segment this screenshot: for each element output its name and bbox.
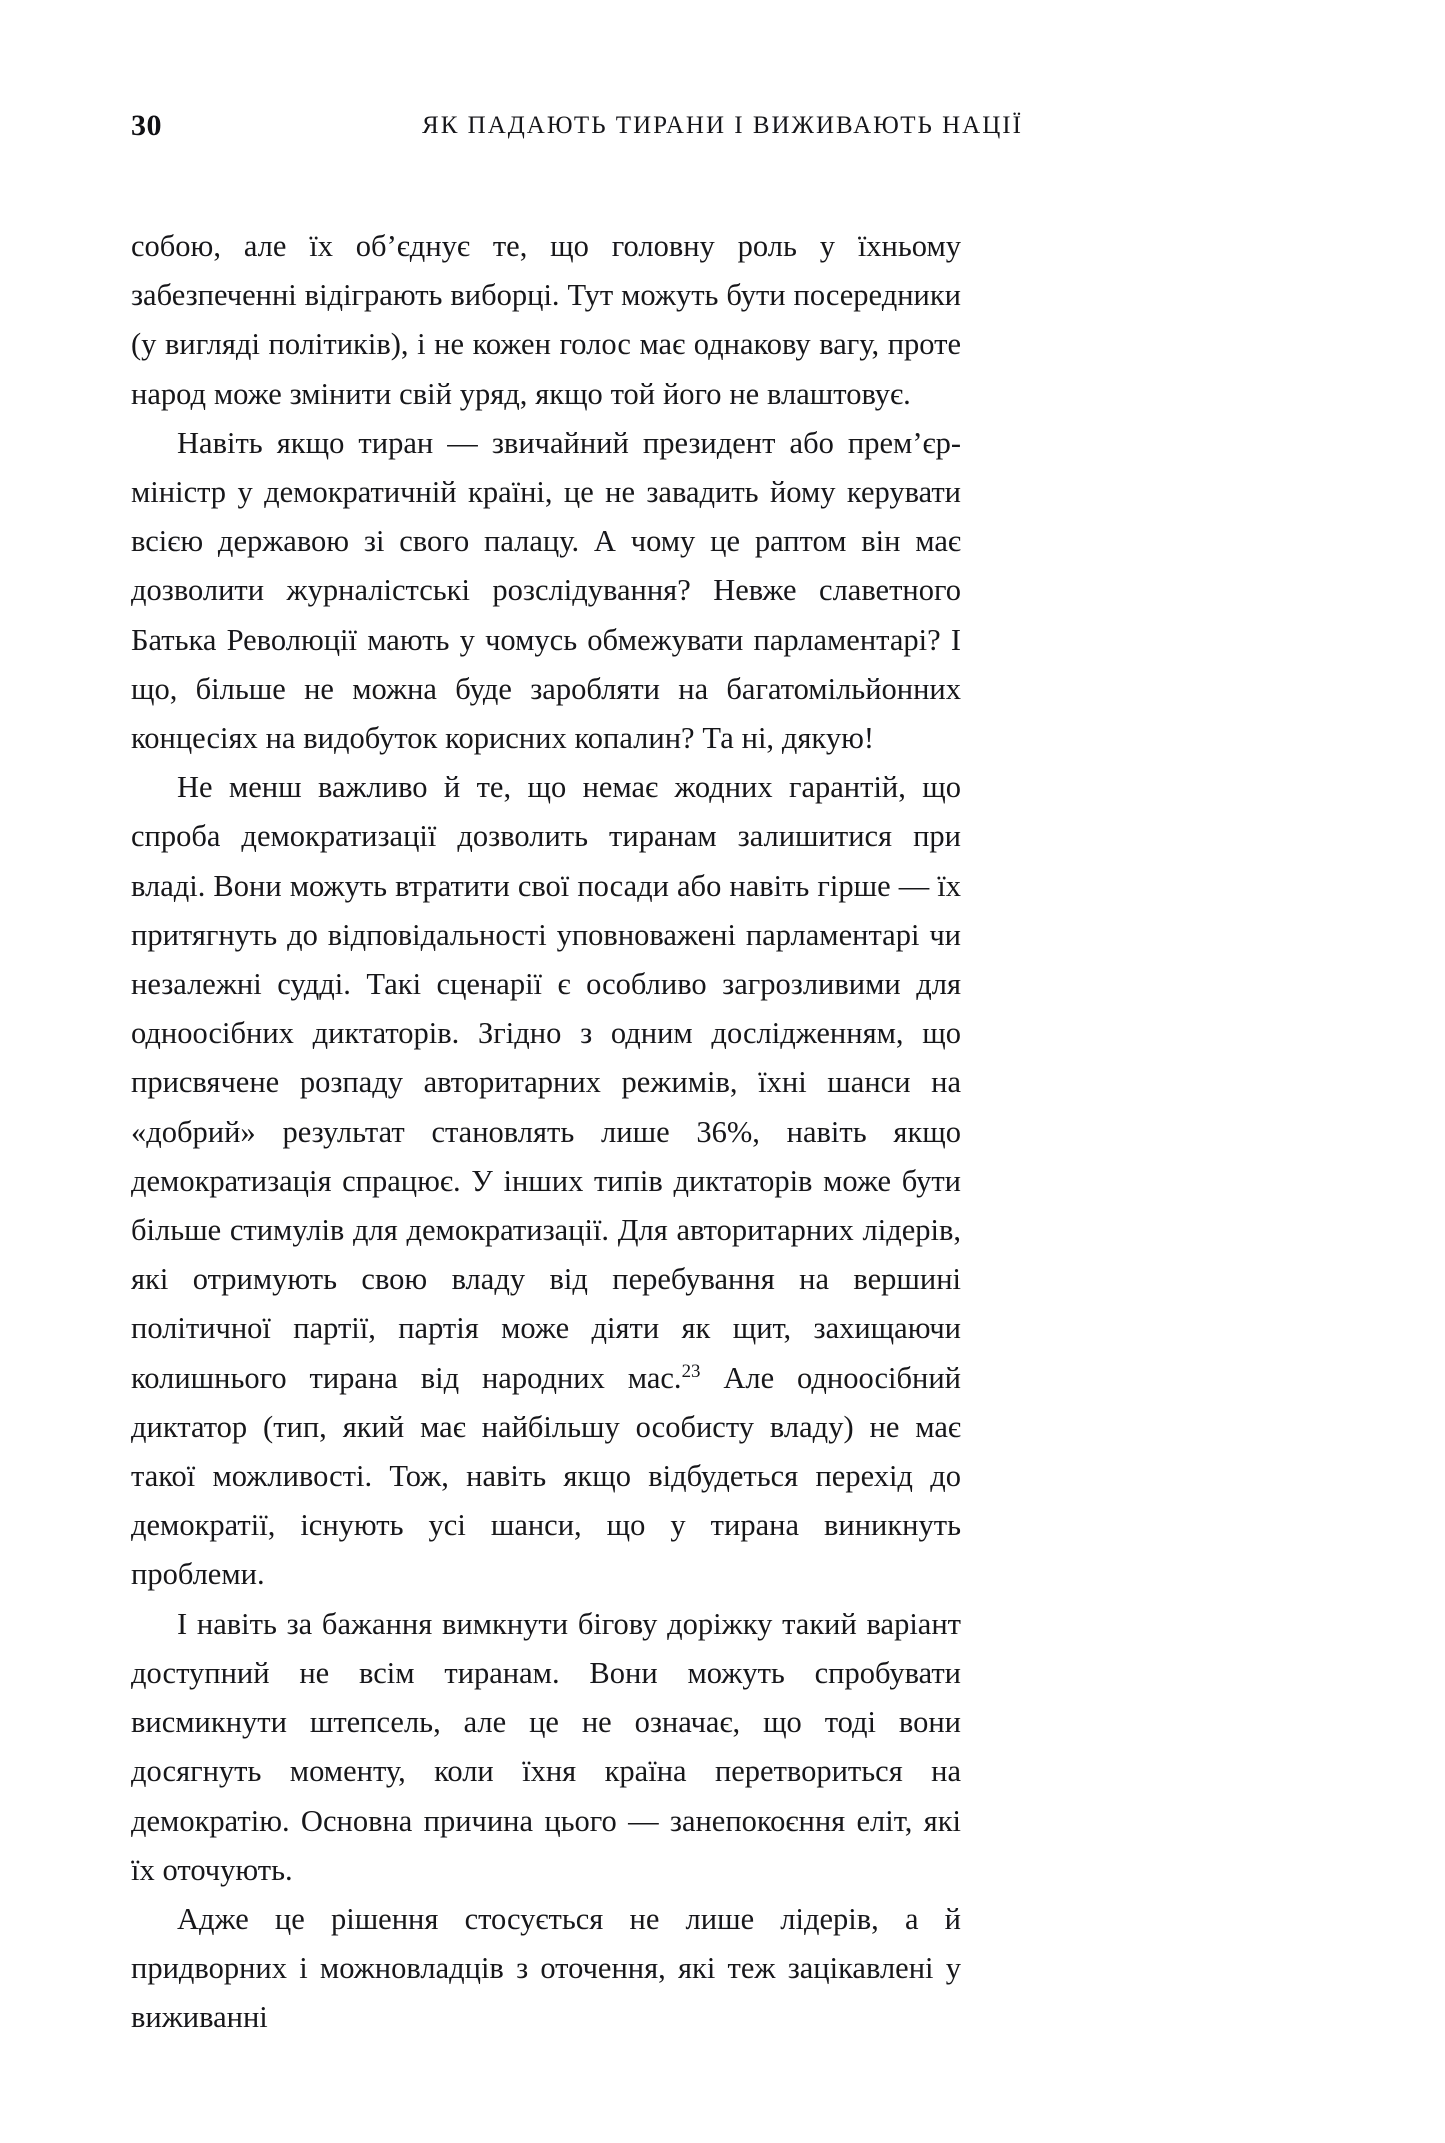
- paragraph-3-text-after-footnote: Але одноосібний диктатор (тип, який має найбільшу особисту владу) не має такої можливості. Тож, навіть якщо відбудеться перехід до демократії, існують усі шанси, що у тирана виникнуть проблеми.: [131, 1360, 961, 1592]
- running-header: [0, 108, 1445, 144]
- paragraph-5: Адже це рішення стосується не лише лідерів, а й придворних і можновладців з оточення, які теж зацікавлені у виживанні: [131, 1901, 961, 2035]
- paragraph-3: [131, 763, 961, 1599]
- paragraph-2: Навіть якщо тиран — звичайний президент або прем’єр-міністр у демократичній країні, це не завадить йому керувати всією державою зі свого палацу. А чому це раптом він має дозволити журналістські розслідування? Невже славетного Батька Революції мають у чомусь обмежувати парламентарі? І що, більше не можна буде заробляти на багатомільйонних концесіях на видобуток корисних копалин? Та ні, дякую!: [131, 425, 961, 756]
- paragraph-1: собою, але їх об’єднує те, що головну роль у їхньому забезпеченні відіграють виборці. Тут можуть бути посередники (у вигляді політиків), і не кожен голос має однакову вагу, проте народ може змінити свій уряд, якщо той його не влаштовує.: [131, 229, 961, 411]
- text-block: [131, 222, 961, 2043]
- footnote-marker-23[interactable]: 23: [681, 1360, 701, 1382]
- page-number: 30: [131, 109, 162, 142]
- paragraph-3-text-before-footnote: Не менш важливо й те, що немає жодних гарантій, що спроба демократизації дозволить тиранам залишитися при владі. Вони можуть втратити свої посади або навіть гірше — їх притягнуть до відповідальності уповноважені парламентарі чи незалежні судді. Такі сценарії є особливо загрозливими для одноосібних диктаторів. Згідно з одним дослідженням, що присвячене розпаду авторитарних режимів, їхні шанси на «добрий» результат становлять лише 36%, навіть якщо демократизація спрацює. У інших типів диктаторів може бути більше стимулів для демократизації. Для авторитарних лідерів, які отримують свою владу від перебування на вершині політичної партії, партія може діяти як щит, захищаючи колишнього тирана від народних мас.: [131, 770, 961, 1395]
- running-title: ЯК ПАДАЮТЬ ТИРАНИ І ВИЖИВАЮТЬ НАЦІЇ: [422, 112, 1023, 139]
- paragraph-4: І навіть за бажання вимкнути бігову доріжку такий варіант доступний не всім тиранам. Вони можуть спробувати висмикнути штепсель, але це не означає, що тоді вони досягнуть моменту, коли їхня країна перетвориться на демократію. Основна причина цього — занепокоєння еліт, які їх оточують.: [131, 1606, 961, 1887]
